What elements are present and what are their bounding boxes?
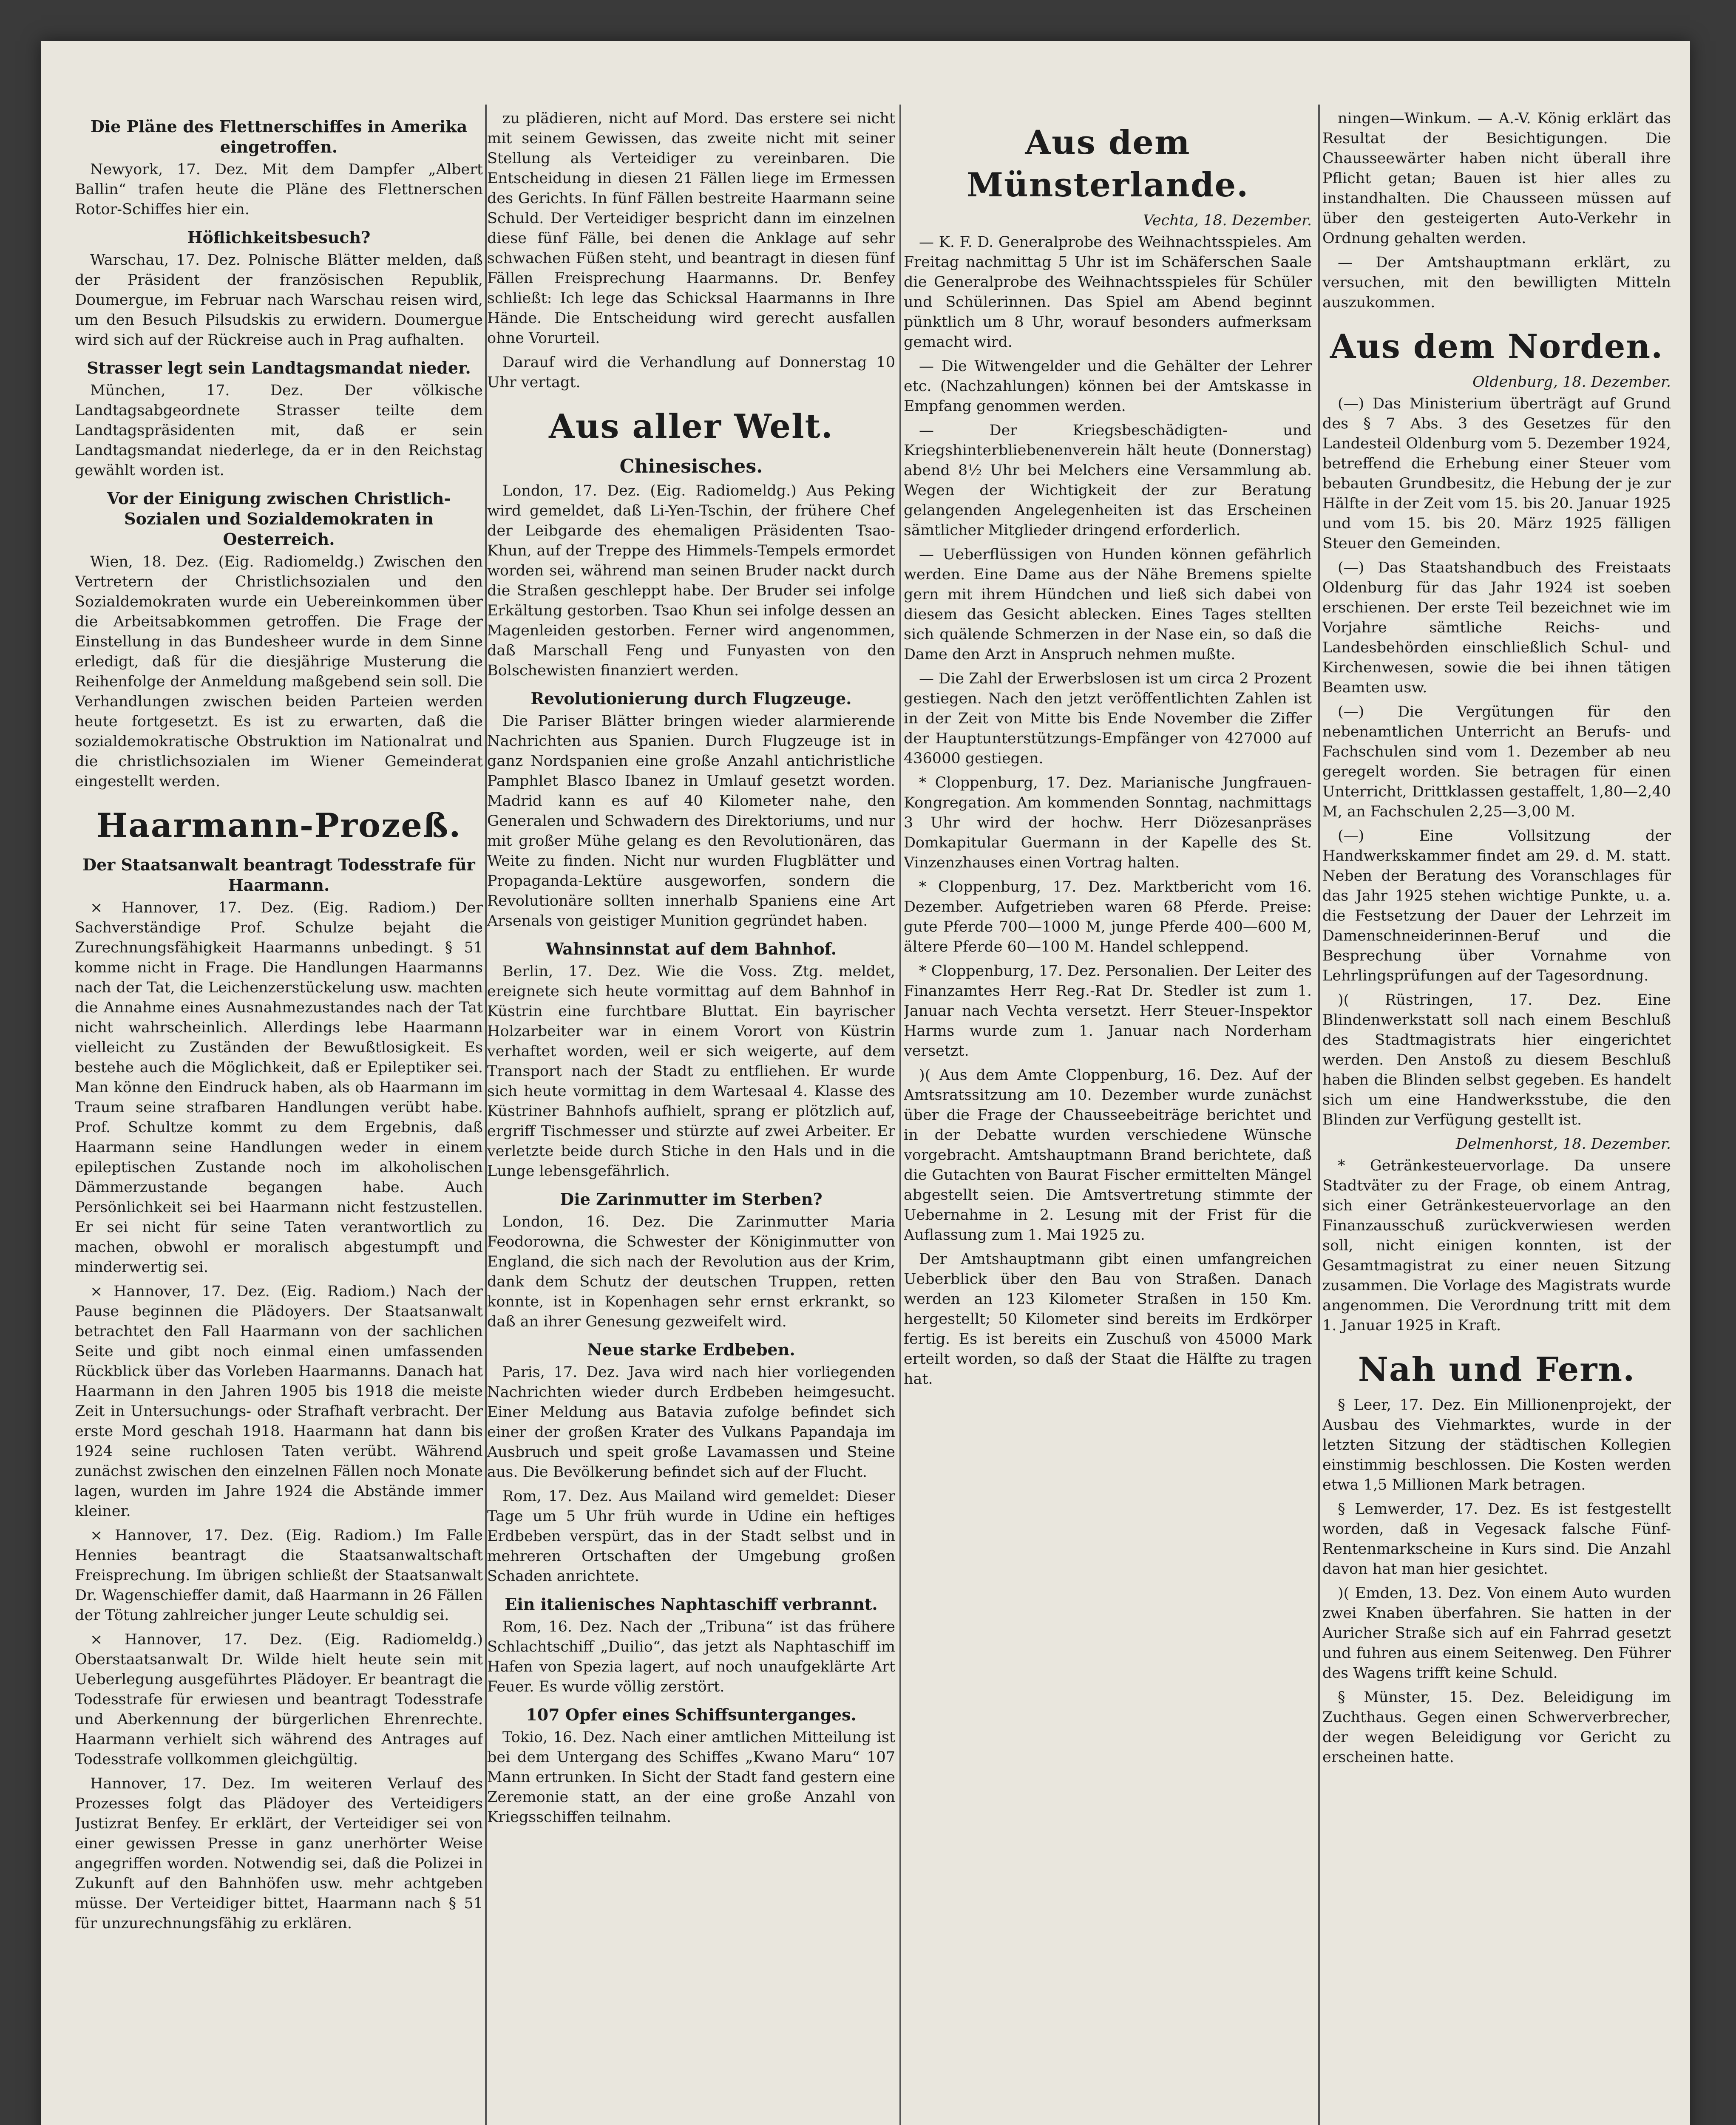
article-text: — Der Amtshauptmann erklärt, zu versuchen, mit den bewilligten Mitteln auszukommen. bbox=[1322, 254, 1671, 311]
sub-heading: Chinesisches. bbox=[619, 456, 763, 477]
article-text: * Cloppenburg, 17. Dez. Marktbericht vom 16. Dezember. Aufgetrieben waren 68 Pferde. Preise: gute Pferde 700—1000 M, junge Pferde 400—600 M, ältere Pferde 60—100 M. Handel schleppend. bbox=[904, 878, 1312, 955]
article-text: (—) Das Staatshandbuch des Freistaats Oldenburg für das Jahr 1924 ist soeben erschienen. Der erste Teil bezeichnet wie im Vorjahre sämtliche Reichs- und Landesbehörden einschließlich Schul- und Kirchenwesen, sowie die bei ihnen tätigen Beamten usw. bbox=[1322, 559, 1671, 696]
column-rule bbox=[1318, 105, 1320, 2125]
article-heading: Vor der Einigung zwischen Christlich-Sozialen und Sozialdemokraten in Oesterreich. bbox=[107, 489, 451, 549]
article-text: Newyork, 17. Dez. Mit dem Dampfer „Albert Ballin“ trafen heute die Pläne des Flettnerschen Rotor-Schiffes hier ein. bbox=[75, 161, 483, 218]
column-rule bbox=[899, 105, 901, 2125]
dateline: Vechta, 18. Dezember. bbox=[1143, 212, 1312, 229]
column-3 bbox=[904, 109, 1312, 2125]
article-text: — Die Zahl der Erwerbslosen ist um circa 2 Prozent gestiegen. Nach den jetzt veröffentlichten Zahlen ist in der Zeit von Mitte bis Ende November die Ziffer der Hauptunterstützungs-Empfänger von 427000 auf 436000 gestiegen. bbox=[904, 670, 1312, 767]
section-heading: Aus dem Münsterlande. bbox=[966, 123, 1249, 204]
column-1 bbox=[75, 109, 483, 2125]
article-heading: Wahnsinnstat auf dem Bahnhof. bbox=[546, 939, 837, 958]
article-text: Die Pariser Blätter bringen wieder alarmierende Nachrichten aus Spanien. Durch Flugzeuge ist in ganz Nordspanien eine große Anzahl antichristliche Pamphlet Blasco Ibanez in Umlauf gesetzt worden. Madrid kann es auf 40 Kilometer nahe, den Generalen und Schwadern des Direktoriums, und nur mit großer Mühe gelang es den Revolutionären, das Weite zu finden. Nicht nur wurden Flugblätter und Propaganda-Lektüre ausgeworfen, sondern die Revolutionäre sollten innerhalb Spaniens eine Art Arsenals von geistiger Munition gegründet haben. bbox=[487, 713, 895, 929]
article-text: Rom, 17. Dez. Aus Mailand wird gemeldet: Dieser Tage um 5 Uhr früh wurde in Udine ein heftiges Erdbeben verspürt, das in der Stadt selbst und in mehreren Ortschaften der Umgebung großen Schaden anrichtete. bbox=[487, 1488, 895, 1585]
article-text: zu plädieren, nicht auf Mord. Das erstere sei nicht mit seinem Gewissen, das zweite nicht mit seiner Stellung als Verteidiger zu vereinbaren. Die Entscheidung in diesen 21 Fällen liege im Ermessen des Gerichts. In fünf Fällen bestreite Haarmann seine Schuld. Der Verteidiger bespricht dann im einzelnen diese fünf Fälle, bei denen die Anklage auf sehr schwachen Füßen steht, und beantragt in diesen fünf Fällen Freisprechung Haarmanns. Dr. Benfey schließt: Ich lege das Schicksal Haarmanns in Ihre Hände. Die Entscheidung wird gerecht ausfallen ohne Vorurteil. bbox=[487, 110, 895, 347]
article-text: Hannover, 17. Dez. Im weiteren Verlauf des Prozesses folgt das Plädoyer des Verteidigers Justizrat Benfey. Er erklärt, der Verteidiger sei von einer gewissen Presse in ganz unerhörter Weise angegriffen worden. Notwendig sei, daß die Polizei in Zukunft auf den Bahnhöfen usw. mehr achtgeben müsse. Der Verteidiger bittet, Haarmann nach § 51 für unzurechnungsfähig zu erklären. bbox=[75, 1775, 483, 1932]
article-text: München, 17. Dez. Der völkische Landtagsabgeordnete Strasser teilte dem Landtagspräsidenten mit, daß er sein Landtagsmandat niederlege, da er in den Reichstag gewählt worden ist. bbox=[75, 382, 483, 479]
column-rule bbox=[485, 105, 487, 2125]
article-text: ningen—Winkum. — A.-V. König erklärt das Resultat der Besichtigungen. Die Chausseewärter haben nicht überall ihre Pflicht getan; Bauen ist hier alles zu instandhalten. Die Chausseen müssen auf über den gesteigerten Auto-Verkehr in Ordnung gehalten werden. bbox=[1322, 110, 1671, 247]
article-heading: Die Pläne des Flettnerschiffes in Amerika eingetroffen. bbox=[90, 117, 468, 156]
article-text: )( Aus dem Amte Cloppenburg, 16. Dez. Auf der Amtsratssitzung am 10. Dezember wurde zunächst über die Frage der Chausseebeiträge berichtet und in der Debatte wurden verschiedene Wünsche vorgebracht. Amtshauptmann Brand berichtete, daß die Gutachten von Baurat Fischer ermittelten Mängel abgestellt seien. Die Amtsvertretung stimmte der Uebernahme in 2. Lesung mit der Frist für die Auflassung zum 1. Mai 1925 zu. bbox=[904, 1067, 1312, 1244]
article-text: § Münster, 15. Dez. Beleidigung im Zuchthaus. Gegen einen Schwerverbrecher, der wegen Beleidigung vor Gericht zu erscheinen hatte. bbox=[1322, 1689, 1671, 1766]
column-4 bbox=[1322, 109, 1671, 2125]
article-heading: Der Staatsanwalt beantragt Todesstrafe für Haarmann. bbox=[82, 855, 475, 895]
article-text: )( Rüstringen, 17. Dez. Eine Blindenwerkstatt soll nach einem Beschluß des Stadtmagistrats hier eingerichtet werden. Den Anstoß zu diesem Beschluß haben die Blinden selbst gegeben. Es handelt sich um eine Handwerksstube, die den Blinden zur Verfügung gestellt ist. bbox=[1322, 992, 1671, 1128]
article-text: × Hannover, 17. Dez. (Eig. Radiom.) Der Sachverständige Prof. Schulze bejaht die Zurechnungsfähigkeit Haarmanns unbedingt. § 51 komme nicht in Frage. Die Handlungen Haarmanns nach der Tat, die Leichenzerstückelung usw. machten die Annahme eines Ausnahmezustandes nach der Tat nicht wahrscheinlich. Allerdings lebe Haarmann vielleicht zu Zuständen der Bewußtlosigkeit. Es bestehe auch die Möglichkeit, daß er Epileptiker sei. Man könne den Eindruck haben, als ob Haarmann im Traum seine strafbaren Handlungen verübt habe. Prof. Schultze kommt zu dem Ergebnis, daß Haarmann seine Handlungen weder in einem epileptischen Zustande noch im alkoholischen Dämmerzustande begangen habe. Auch Persönlichkeit sei bei Haarmann nicht festzustellen. Er sei nicht für seine Taten verantwortlich zu machen, obwohl er moralisch abgestumpft und minderwertig sei. bbox=[75, 899, 483, 1276]
dateline: Oldenburg, 18. Dezember. bbox=[1472, 374, 1671, 391]
section-heading: Aus aller Welt. bbox=[549, 407, 834, 446]
article-heading: Höflichkeitsbesuch? bbox=[187, 228, 371, 247]
article-heading: Strasser legt sein Landtagsmandat nieder. bbox=[87, 358, 471, 377]
article-text: § Leer, 17. Dez. Ein Millionenprojekt, der Ausbau des Viehmarktes, wurde in der letzten Sitzung der städtischen Kollegien einstimmig beschlossen. Die Kosten werden etwa 1,5 Millionen Mark betragen. bbox=[1322, 1397, 1671, 1493]
article-text: × Hannover, 17. Dez. (Eig. Radiom.) Im Falle Hennies beantragt die Staatsanwaltschaft Freisprechung. Im übrigen schließt der Staatsanwalt Dr. Wagenschieffer damit, daß Haarmann in 26 Fällen der Tötung zahlreicher junger Leute schuldig sei. bbox=[75, 1527, 483, 1624]
column-2 bbox=[487, 109, 895, 2125]
newspaper-page bbox=[41, 41, 1690, 2125]
article-text: * Cloppenburg, 17. Dez. Marianische Jungfrauen-Kongregation. Am kommenden Sonntag, nachmittags 3 Uhr wird der hochw. Herr Diözesanpräses Domkapitular Guermann in der Kapelle des St. Vinzenzhauses einen Vortrag halten. bbox=[904, 774, 1312, 871]
article-text: London, 17. Dez. (Eig. Radiomeldg.) Aus Peking wird gemeldet, daß Li-Yen-Tschin, der frühere Chef der Leibgarde des ehemaligen Präsidenten Tsao-Khun, auf der Treppe des Himmels-Tempels ermordet worden sei, während man seinen Bruder nackt durch die Straßen geschleppt habe. Der Bruder sei infolge Erkältung gestorben. Tsao Khun sei infolge dessen an Magenleiden gestorben. Ferner wird angenommen, daß Marschall Feng und Funyasten von den Bolschewisten finanziert werden. bbox=[487, 482, 895, 679]
article-text: * Getränkesteuervorlage. Da unsere Stadtväter zu der Frage, ob einem Antrag, sich einer Getränkesteuervorlage an den Finanzausschuß zurückverwiesen werden soll, nicht einigen konnten, ist der Gesamtmagistrat zu einer neuen Sitzung zusammen. Die Vorlage des Magistrats wurde angenommen. Die Verordnung tritt mit dem 1. Januar 1925 in Kraft. bbox=[1322, 1157, 1671, 1334]
article-heading: Die Zarinmutter im Sterben? bbox=[560, 1190, 823, 1209]
article-text: § Lemwerder, 17. Dez. Es ist festgestellt worden, daß in Vegesack falsche Fünf-Rentenmarkscheine in Kurs sind. Die Anzahl davon hat man hier gesichtet. bbox=[1322, 1501, 1671, 1578]
article-heading: Ein italienisches Naphtaschiff verbrannt. bbox=[505, 1595, 878, 1614]
section-heading: Aus dem Norden. bbox=[1330, 327, 1664, 366]
article-text: Rom, 16. Dez. Nach der „Tribuna“ ist das frühere Schlachtschiff „Duilio“, das jetzt als Naphtaschiff im Hafen von Spezia lagert, auf noch unaufgeklärte Art Feuer. Es wurde völlig zerstört. bbox=[487, 1618, 895, 1695]
section-heading: Haarmann-Prozeß. bbox=[96, 806, 462, 845]
article-text: Der Amtshauptmann gibt einen umfangreichen Ueberblick über den Bau von Straßen. Danach werden an 123 Kilometer Straßen in 150 Km. hergestellt; 50 Kilometer sind bereits im Erdkörper fertig. Es ist bereits ein Zuschuß von 45000 Mark erteilt worden, so daß der Staat die Hälfte zu tragen hat. bbox=[904, 1251, 1312, 1388]
section-heading: Nah und Fern. bbox=[1358, 1350, 1636, 1389]
article-text: — Der Kriegsbeschädigten- und Kriegshinterbliebenenverein hält heute (Donnerstag) abend 8½ Uhr bei Melchers eine Versammlung ab. Wegen der Wichtigkeit der zur Beratung gelangenden Angelegenheiten ist das Erscheinen sämtlicher Mitglieder dringend erforderlich. bbox=[904, 422, 1312, 539]
article-text: × Hannover, 17. Dez. (Eig. Radiomeldg.) Oberstaatsanwalt Dr. Wilde hielt heute sein mit Ueberlegung ausgeführtes Plädoyer. Er beantragt die Todesstrafe für erwiesen und beantragt Todesstrafe und Aberkennung der bürgerlichen Ehrenrechte. Haarmann verhielt sich während des Antrages auf Todesstrafe vollkommen gleichgültig. bbox=[75, 1631, 483, 1768]
article-text: )( Emden, 13. Dez. Von einem Auto wurden zwei Knaben überfahren. Sie hatten in der Auricher Straße sich auf ein Fahrrad gesetzt und fuhren aus einem Seitenweg. Den Führer des Wagens trifft keine Schuld. bbox=[1322, 1585, 1671, 1682]
article-heading: 107 Opfer eines Schiffsunterganges. bbox=[526, 1705, 857, 1724]
article-text: — Die Witwengelder und die Gehälter der Lehrer etc. (Nachzahlungen) können bei der Amtskasse in Empfang genommen werden. bbox=[904, 358, 1312, 415]
article-text: Wien, 18. Dez. (Eig. Radiomeldg.) Zwischen den Vertretern der Christlichsozialen und den Sozialdemokraten wurde ein Uebereinkommen über die Arbeitsabkommen getroffen. Die Frage der Einstellung in das Bundesheer wurde in dem Sinne erledigt, daß für die diesjährige Musterung die Reihenfolge der Anmeldung maßgebend sein soll. Die Verhandlungen zwischen beiden Parteien werden heute fortgesetzt. Es ist zu erwarten, daß die sozialdemokratische Obstruktion im Nationalrat und die christlichsozialen im Wiener Gemeinderat eingestellt werden. bbox=[75, 553, 483, 790]
article-text: (—) Das Ministerium überträgt auf Grund des § 7 Abs. 3 des Gesetzes für den Landesteil Oldenburg vom 5. Dezember 1924, betreffend die Erhebung einer Steuer vom bebauten Grundbesitz, die Hebung der je zur Hälfte in der Zeit vom 15. bis 20. Januar 1925 und vom 15. bis 20. März 1925 fälligen Steuer den Gemeinden. bbox=[1322, 395, 1671, 552]
article-text: — Ueberflüssigen von Hunden können gefährlich werden. Eine Dame aus der Nähe Bremens spielte gern mit ihrem Hündchen und ließ sich dabei von diesem das Gesicht ablecken. Eines Tages stellten sich quälende Schmerzen in der Nase ein, so daß die Dame den Arzt in Anspruch nehmen mußte. bbox=[904, 546, 1312, 663]
article-text: London, 16. Dez. Die Zarinmutter Maria Feodorowna, die Schwester der Königinmutter von England, die sich nach der Revolution aus der Krim, dank dem Schutz der deutschen Truppen, retten konnte, ist in Kopenhagen sehr ernst erkrankt, so daß an ihrer Genesung gezweifelt wird. bbox=[487, 1213, 895, 1330]
article-text: (—) Die Vergütungen für den nebenamtlichen Unterricht an Berufs- und Fachschulen sind vom 1. Dezember ab neu geregelt worden. Sie betragen für einen Unterricht, Drittklassen gestaffelt, 1,80—2,40 M, an Fachschulen 2,25—3,00 M. bbox=[1322, 703, 1671, 820]
article-text: Tokio, 16. Dez. Nach einer amtlichen Mitteilung ist bei dem Untergang des Schiffes „Kwano Maru“ 107 Mann ertrunken. In Sicht der Stadt fand gestern eine Zeremonie statt, an der eine große Anzahl von Kriegsschiffen teilnahm. bbox=[487, 1729, 895, 1826]
article-text: — K. F. D. Generalprobe des Weihnachtsspieles. Am Freitag nachmittag 5 Uhr ist im Schäferschen Saale die Generalprobe des Weihnachtsspieles für Schüler und Schülerinnen. Das Spiel am Abend beginnt pünktlich um 8 Uhr, worauf besonders aufmerksam gemacht wird. bbox=[904, 234, 1312, 351]
article-text: * Cloppenburg, 17. Dez. Personalien. Der Leiter des Finanzamtes Herr Reg.-Rat Dr. Stedler ist zum 1. Januar nach Vechta versetzt. Herr Steuer-Inspektor Harms wurde zum 1. Januar nach Norderham versetzt. bbox=[904, 963, 1312, 1060]
article-text: Darauf wird die Verhandlung auf Donnerstag 10 Uhr vertagt. bbox=[487, 354, 895, 391]
article-text: Paris, 17. Dez. Java wird nach hier vorliegenden Nachrichten wieder durch Erdbeben heimgesucht. Einer Meldung aus Batavia zufolge befindet sich einer der großen Krater des Vulkans Papandaja im Ausbruch und speit große Lavamassen und Steine aus. Die Bevölkerung befindet sich auf der Flucht. bbox=[487, 1364, 895, 1481]
article-text: Warschau, 17. Dez. Polnische Blätter melden, daß der Präsident der französischen Republik, Doumergue, im Februar nach Warschau reisen wird, um den Besuch Pilsudskis zu erwidern. Doumergue wird sich auf der Rückreise auch in Prag aufhalten. bbox=[75, 252, 483, 348]
article-heading: Neue starke Erdbeben. bbox=[587, 1340, 795, 1359]
article-text: Berlin, 17. Dez. Wie die Voss. Ztg. meldet, ereignete sich heute vormittag auf dem Bahnhof in Küstrin eine furchtbare Bluttat. Ein bayrischer Holzarbeiter war in einem Vorort von Küstrin verhaftet worden, weil er sich weigerte, auf dem Transport nach der Stadt zu entfliehen. Er wurde sich heute vormittag in dem Wartesaal 4. Klasse des Küstriner Bahnhofs aufhielt, sprang er plötzlich auf, ergriff Tischmesser und stürzte auf zwei Arbeiter. Er verletzte beide durch Stiche in den Hals und in die Lunge lebensgefährlich. bbox=[487, 963, 895, 1180]
dateline: Delmenhorst, 18. Dezember. bbox=[1455, 1136, 1671, 1153]
article-text: (—) Eine Vollsitzung der Handwerkskammer findet am 29. d. M. statt. Neben der Beratung des Voranschlages für das Jahr 1925 stehen wichtige Punkte, u. a. die Festsetzung der Dauer der Lehrzeit im Damenschneiderinnen-Beruf und die Besprechung über Vornahme von Lehrlingsprüfungen auf der Tagesordnung. bbox=[1322, 827, 1671, 984]
article-heading: Revolutionierung durch Flugzeuge. bbox=[530, 689, 852, 708]
article-text: × Hannover, 17. Dez. (Eig. Radiom.) Nach der Pause beginnen die Plädoyers. Der Staatsanwalt betrachtet den Fall Haarmann von der sachlichen Seite und gibt noch einmal einen umfassenden Rückblick über das Vorleben Haarmanns. Danach hat Haarmann in den Jahren 1905 bis 1918 die meiste Zeit in Untersuchungs- oder Strafhaft verbracht. Der erste Mord geschah 1918. Haarmann hat dann bis 1924 seine ruchlosen Taten verübt. Während zunächst zwischen den einzelnen Fällen noch Monate lagen, wurden im Jahre 1924 die Abstände immer kleiner. bbox=[75, 1283, 483, 1520]
